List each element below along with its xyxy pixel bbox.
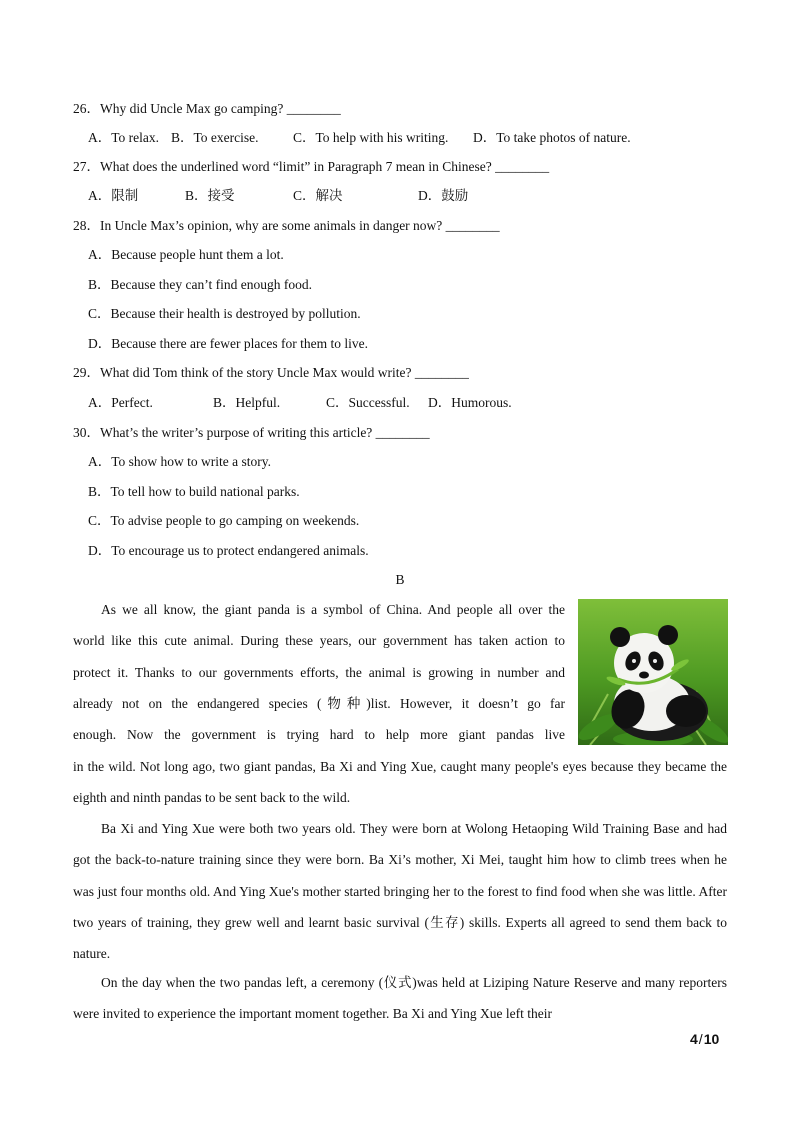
q28-option-a: A．Because people hunt them a lot. <box>88 247 284 262</box>
passage-paragraph-2: Ba Xi and Ying Xue were both two years old. They were born at Wolong Hetaoping Wild Training Base and had got the back-to-nature training since they were born. Ba Xi’s mother, Xi Mei, taught him how to climb trees when he was just four months old. And Ying Xue's mother started bringing her to the forest to find food when she was little. After two years of training, they grew well and learnt basic survival (生存) skills. Experts all agreed to send them back to nature. <box>73 821 727 962</box>
q27-option-c: C．解决 <box>293 188 343 203</box>
q27-option-b: B．接受 <box>185 188 235 203</box>
q30-option-d: D．To encourage us to protect endangered animals. <box>88 543 369 558</box>
q30-option-b: B．To tell how to build national parks. <box>88 484 300 499</box>
p1-line-5: enough. Now the government is trying hard to help more giant pandas live <box>73 727 565 743</box>
page-number-separator: / <box>698 1031 703 1047</box>
question-28-stem: 28．In Uncle Max’s opinion, why are some animals in danger now? ________ <box>73 218 500 233</box>
section-label: B <box>395 572 405 587</box>
q29-option-d: D．Humorous. <box>428 395 512 410</box>
q30-option-c: C．To advise people to go camping on weekends. <box>88 513 360 528</box>
p1-line-1: As we all know, the giant panda is a symbol of China. And people all over the <box>101 602 565 617</box>
page-number <box>690 1031 719 1047</box>
page-number-total: 10 <box>703 1031 720 1047</box>
q29-option-b: B．Helpful. <box>213 395 281 410</box>
q26-option-a: A．To relax. <box>88 130 160 145</box>
question-30-stem: 30．What’s the writer’s purpose of writing this article? ________ <box>73 425 430 440</box>
q26-option-c: C．To help with his writing. <box>293 130 449 145</box>
question-26-stem: 26．Why did Uncle Max go camping? ________ <box>73 101 341 116</box>
q29-option-c: C．Successful. <box>326 395 410 410</box>
q28-option-b: B．Because they can’t find enough food. <box>88 277 312 292</box>
passage-paragraph-3: On the day when the two pandas left, a ceremony (仪式)was held at Liziping Nature Reserve and many reporters were invited to experience the important moment together. Ba Xi and Ying Xue left their <box>73 975 727 1022</box>
q28-option-d: D．Because there are fewer places for them to live. <box>88 336 368 351</box>
passage-paragraph-1-continued: in the wild. Not long ago, two giant pandas, Ba Xi and Ying Xue, caught many people's eyes because they became the eighth and ninth pandas to be sent back to the wild. <box>73 759 727 806</box>
q26-option-d: D．To take photos of nature. <box>473 130 631 145</box>
p1-line-2: world like this cute animal. During these years, our government has taken action to <box>73 633 565 649</box>
q26-option-b: B．To exercise. <box>171 130 259 145</box>
p1-line-3: protect it. Thanks to our governments efforts, the animal is growing in number and <box>73 664 565 680</box>
q29-option-a: A．Perfect. <box>88 395 153 410</box>
giant-panda-photo <box>578 599 728 745</box>
passage-paragraph-1-wrapped <box>73 594 565 750</box>
q30-option-a: A．To show how to write a story. <box>88 454 272 469</box>
p1-line-4: already not on the endangered species (物种)list. However, it doesn’t go far <box>73 695 565 711</box>
q28-option-c: C．Because their health is destroyed by pollution. <box>88 306 361 321</box>
q27-option-d: D．鼓励 <box>418 188 469 203</box>
page-number-current: 4 <box>690 1031 698 1047</box>
question-27-stem: 27．What does the underlined word “limit” in Paragraph 7 mean in Chinese? ________ <box>73 159 550 174</box>
question-29-stem: 29．What did Tom think of the story Uncle Max would write? ________ <box>73 365 469 380</box>
q27-option-a: A．限制 <box>88 188 139 203</box>
